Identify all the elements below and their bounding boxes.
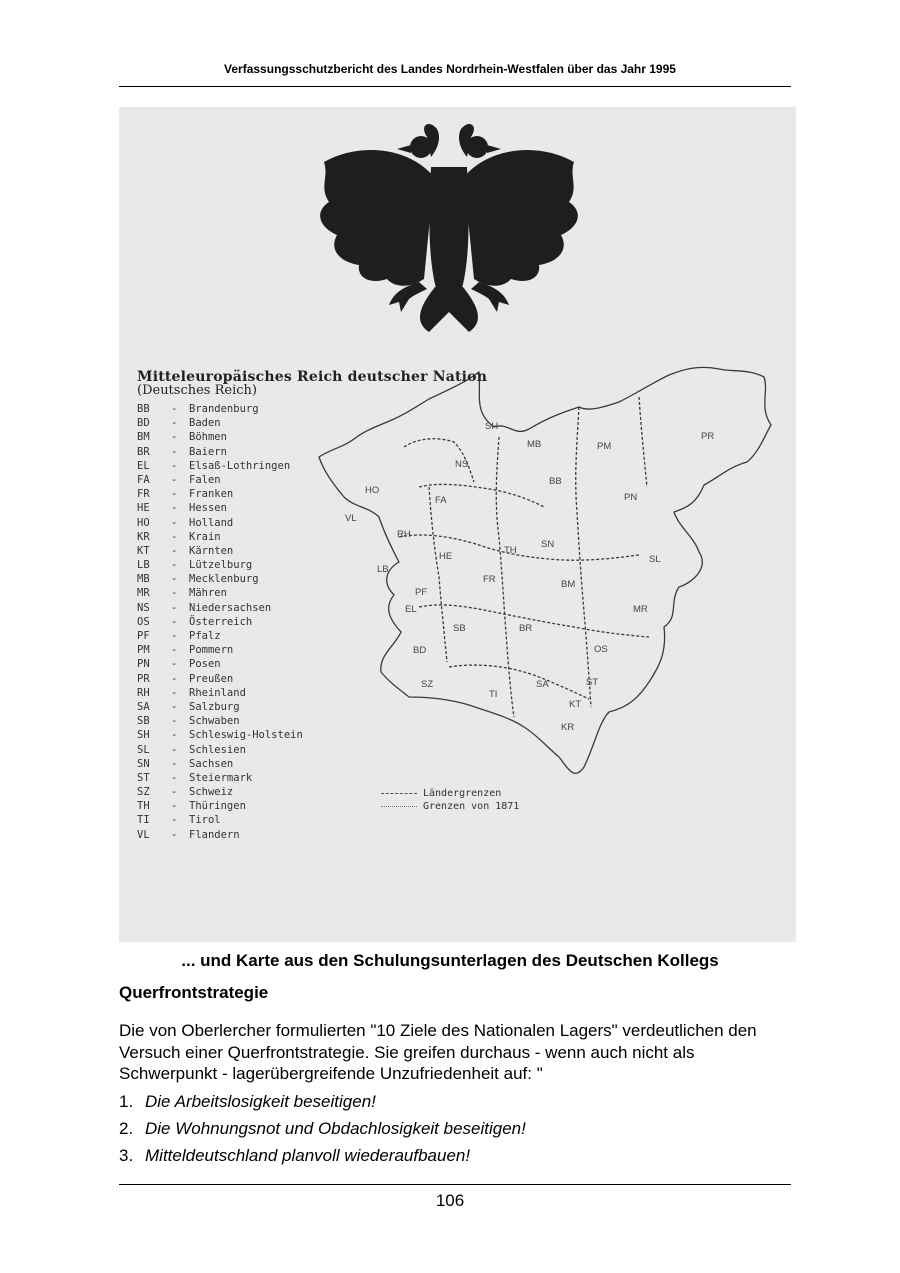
eagle-emblem (320, 124, 578, 332)
legend-name: Lützelburg (189, 559, 253, 572)
map-key-dotted (381, 800, 519, 813)
legend-name: Pfalz (189, 630, 221, 642)
legend-name: Pommern (189, 644, 234, 657)
legend-row (137, 785, 337, 799)
legend-name: Niedersachsen (189, 601, 272, 614)
map-label-pn: PN (624, 492, 638, 503)
map-label-bb: BB (549, 476, 562, 487)
legend-code: SA (137, 700, 150, 713)
legend-name: Schweiz (189, 786, 234, 799)
section-heading: Querfrontstrategie (119, 983, 269, 1002)
legend-name: Elsaß-Lothringen (189, 459, 291, 472)
map-label-el: EL (405, 604, 417, 615)
legend-dash: - (171, 729, 178, 742)
legend-code: RH (137, 686, 150, 699)
map-label-os: OS (594, 644, 608, 655)
legend-name: Preußen (189, 672, 234, 685)
legend-row (137, 728, 337, 742)
legend-row (137, 544, 337, 558)
legend-dash: - (171, 403, 178, 415)
legend-dash: - (171, 417, 178, 430)
legend-dash: - (171, 530, 178, 543)
legend-row (137, 530, 337, 544)
legend-code: BD (137, 417, 150, 430)
legend-code: MB (137, 573, 150, 586)
legend-name: Steiermark (189, 771, 253, 784)
map-label-sb: SB (453, 623, 466, 634)
legend-name: Böhmen (189, 431, 227, 444)
legend-name: Thüringen (189, 800, 246, 813)
map-label-sn: SN (541, 539, 555, 550)
map-label-mr: MR (633, 604, 648, 615)
legend-code: PF (137, 630, 150, 642)
legend-name: Hessen (189, 502, 227, 515)
legend-row (137, 757, 337, 771)
legend-code: SB (137, 715, 150, 728)
legend-row (137, 615, 337, 629)
legend-row (137, 601, 337, 615)
legend-code: HO (137, 516, 150, 529)
figure-caption: ... und Karte aus den Schulungsunterlagen des Deutschen Kollegs (181, 951, 719, 970)
list-text: Die Arbeitslosigkeit beseitigen! (145, 1092, 376, 1111)
map-label-vl: VL (345, 513, 357, 524)
legend-code: OS (137, 615, 150, 628)
legend-dash: - (171, 559, 178, 572)
legend-dash: - (171, 800, 178, 813)
map-legend (137, 402, 337, 842)
map-label-bd: BD (413, 645, 427, 656)
list-number: 3. (119, 1146, 134, 1165)
map-label-sh: SH (485, 421, 499, 432)
legend-dash: - (171, 672, 178, 685)
legend-name: Falen (189, 473, 221, 486)
legend-dash: - (171, 502, 178, 515)
map-label-kt: KT (569, 699, 582, 710)
legend-row (137, 558, 337, 572)
list-item (119, 1092, 791, 1119)
list-item (119, 1119, 791, 1146)
legend-dash: - (171, 587, 178, 600)
legend-dash: - (171, 601, 178, 614)
legend-name: Flandern (189, 828, 240, 841)
legend-name: Krain (189, 530, 221, 543)
map-label-ns: NS (455, 459, 469, 470)
legend-dash: - (171, 431, 178, 444)
legend-dash: - (171, 658, 178, 671)
legend-name: Rheinland (189, 686, 246, 699)
legend-dash: - (171, 700, 178, 713)
legend-name: Kärnten (189, 544, 234, 557)
legend-code: PN (137, 658, 150, 671)
legend-code: SL (137, 743, 150, 756)
region-labels (345, 421, 714, 733)
legend-code: VL (137, 828, 150, 841)
map-label-bm: BM (561, 579, 576, 590)
legend-dash: - (171, 573, 178, 586)
legend-name: Baiern (189, 445, 227, 458)
map-label-he: HE (439, 551, 453, 562)
legend-row (137, 501, 337, 515)
dotted-line-icon (381, 806, 417, 807)
page-number: 106 (435, 1191, 465, 1210)
running-header: Verfassungsschutzbericht des Landes Nordrhein-Westfalen über das Jahr 1995 (224, 62, 676, 76)
legend-row (137, 700, 337, 714)
map-label-fr: FR (483, 574, 496, 585)
legend-row (137, 445, 337, 459)
legend-code: SZ (137, 786, 150, 799)
legend-name: Schlesien (189, 743, 246, 756)
legend-row (137, 771, 337, 785)
list-text: Mitteldeutschland planvoll wiederaufbauen! (145, 1146, 471, 1165)
body-paragraph: Die von Oberlercher formulierten "10 Ziele des Nationalen Lagers" verdeutlichen den Versuch einer Querfrontstrategie. Sie greifen durchaus - wenn auch nicht als Schwerpunkt - lagerübergreifende Unzufriedenheit auf: " (119, 1021, 757, 1083)
legend-code: PM (137, 644, 150, 657)
legend-row (137, 430, 337, 444)
legend-code: LB (137, 559, 150, 572)
legend-dash: - (171, 473, 178, 486)
legend-name: Österreich (189, 615, 253, 628)
legend-code: HE (137, 502, 150, 515)
dashed-line-icon (381, 793, 417, 794)
header-rule (119, 86, 791, 87)
legend-code: ST (137, 771, 150, 784)
map-label-kr: KR (561, 722, 575, 733)
map-label-lb: LB (377, 564, 389, 575)
list-item (119, 1146, 791, 1173)
map-label-br: BR (519, 623, 533, 634)
legend-name: Mecklenburg (189, 573, 259, 586)
map-label-mb: MB (527, 439, 542, 450)
legend-dash: - (171, 743, 178, 756)
map-label-pr: PR (701, 431, 715, 442)
legend-name: Schleswig-Holstein (189, 729, 303, 742)
legend-row (137, 473, 337, 487)
legend-code: KT (137, 544, 150, 557)
legend-row (137, 657, 337, 671)
legend-name: Mähren (189, 587, 227, 600)
legend-name: Baden (189, 417, 221, 430)
legend-dash: - (171, 630, 178, 642)
legend-name: Posen (189, 658, 221, 671)
legend-dash: - (171, 757, 178, 770)
legend-code: FA (137, 473, 150, 486)
legend-row (137, 516, 337, 530)
legend-row (137, 629, 337, 643)
map-label-sz: SZ (421, 679, 434, 690)
legend-name: Salzburg (189, 700, 240, 713)
legend-code: BR (137, 445, 150, 458)
legend-row (137, 799, 337, 813)
legend-dash: - (171, 488, 178, 501)
map-label-st: ST (586, 677, 599, 688)
footer-rule (119, 1184, 791, 1185)
legend-row (137, 487, 337, 501)
legend-row (137, 416, 337, 430)
legend-dash: - (171, 544, 178, 557)
legend-code: EL (137, 459, 150, 472)
list-number: 1. (119, 1092, 134, 1111)
list-text: Die Wohnungsnot und Obdachlosigkeit beseitigen! (145, 1119, 526, 1138)
map-label-ti: TI (489, 689, 498, 700)
legend-row (137, 828, 337, 842)
list-number: 2. (119, 1119, 134, 1138)
map-label-pm: PM (597, 441, 612, 452)
legend-name: Sachsen (189, 757, 234, 770)
legend-row (137, 714, 337, 728)
legend-dash: - (171, 786, 178, 799)
legend-row (137, 672, 337, 686)
legend-code: FR (137, 488, 150, 501)
legend-row (137, 643, 337, 657)
map-figure (119, 107, 796, 942)
legend-name: Schwaben (189, 715, 240, 728)
legend-code: SH (137, 729, 150, 742)
map-key-dashed-label: Ländergrenzen (423, 788, 502, 799)
map-label-fa: FA (435, 495, 447, 506)
map-title: Mitteleuropäisches Reich deutscher Nation (137, 369, 488, 385)
legend-dash: - (171, 459, 178, 472)
legend-row (137, 743, 337, 757)
legend-dash: - (171, 686, 178, 699)
legend-row (137, 402, 337, 416)
map-label-th: TH (504, 545, 517, 556)
legend-code: TH (137, 800, 150, 813)
legend-row (137, 459, 337, 473)
legend-code: PR (137, 672, 150, 685)
legend-name: Franken (189, 488, 234, 501)
map-label-sl: SL (649, 554, 661, 565)
legend-code: BM (137, 431, 150, 444)
legend-dash: - (171, 814, 178, 827)
map-label-ho: HO (365, 485, 380, 496)
legend-code: BB (137, 403, 150, 415)
legend-code: SN (137, 757, 150, 770)
legend-row (137, 686, 337, 700)
legend-code: MR (137, 587, 150, 600)
legend-row (137, 572, 337, 586)
legend-row (137, 813, 337, 827)
legend-dash: - (171, 615, 178, 628)
map-subtitle: (Deutsches Reich) (137, 383, 257, 398)
legend-name: Brandenburg (189, 403, 259, 415)
legend-code: NS (137, 601, 150, 614)
legend-dash: - (171, 828, 178, 841)
legend-dash: - (171, 771, 178, 784)
goal-list (119, 1092, 791, 1173)
legend-name: Tirol (189, 814, 221, 827)
legend-dash: - (171, 644, 178, 657)
map-key-dotted-label: Grenzen von 1871 (423, 801, 520, 812)
map-label-rh: RH (397, 529, 411, 540)
map-label-pf: PF (415, 587, 428, 598)
legend-dash: - (171, 445, 178, 458)
legend-name: Holland (189, 516, 234, 529)
legend-code: KR (137, 530, 150, 543)
legend-row (137, 586, 337, 600)
legend-code: TI (137, 814, 150, 827)
map-key-dashed (381, 787, 519, 800)
map-label-sa: SA (536, 679, 549, 690)
legend-dash: - (171, 516, 178, 529)
legend-dash: - (171, 715, 178, 728)
map-key (381, 787, 519, 813)
